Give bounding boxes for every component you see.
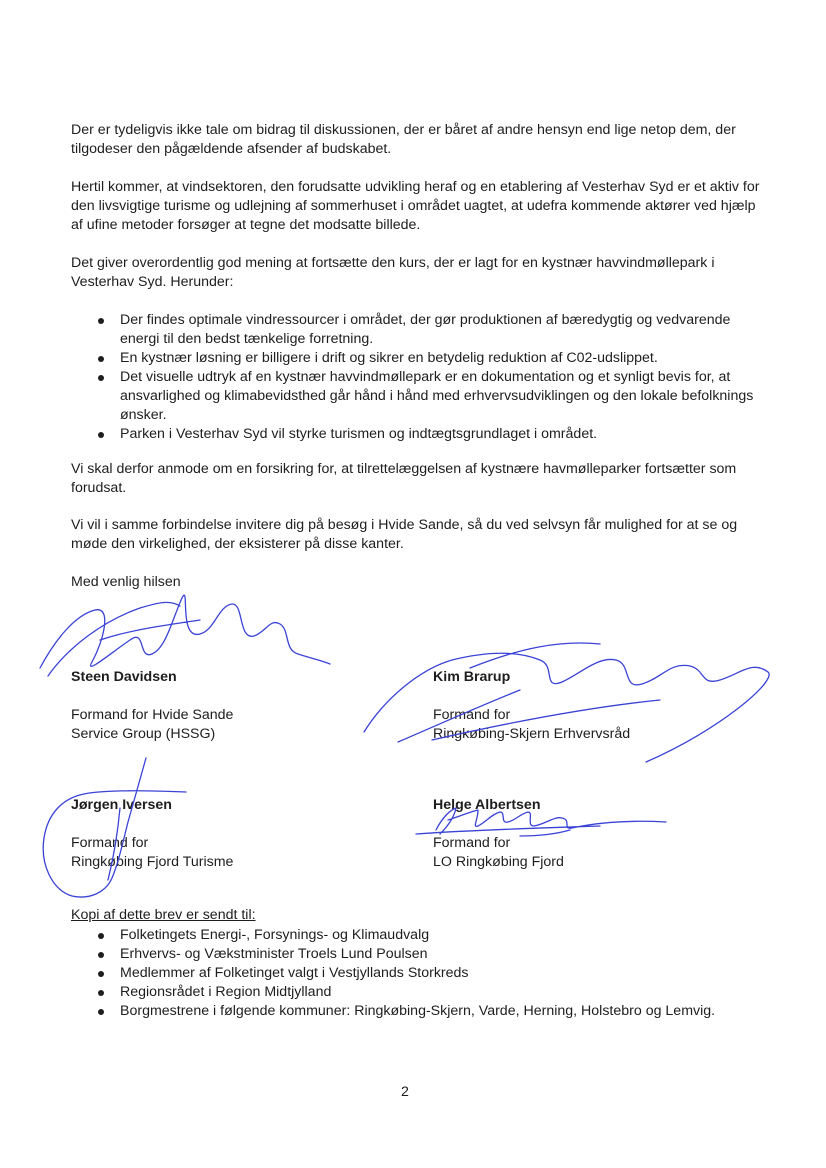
list-item: Parken i Vesterhav Syd vil styrke turismen og indtægtsgrundlaget i området. [71,425,761,444]
list-item: Folketingets Energi-, Forsynings- og Klimaudvalg [71,926,761,945]
paragraph-5: Vi vil i samme forbindelse invitere dig på besøg i Hvide Sande, så du ved selvsyn får mulighed for at se og møde den virkelighed, der eksisterer på disse kanter. [71,517,738,552]
signatory-name: Steen Davidsen [71,669,177,685]
paragraph-3: Det giver overordentlig god mening at fortsætte den kurs, der er lagt for en kystnær havvindmøllepark i Vesterhav Syd. Herunder: [71,255,715,290]
paragraph-4: Vi skal derfor anmode om en forsikring for, at tilrettelæggelsen af kystnære havmølleparker fortsætter som forudsat. [71,461,737,496]
list-item: Borgmestrene i følgende kommuner: Ringkøbing-Skjern, Varde, Herning, Holstebro og Lemvig. [71,1002,761,1021]
list-item: Regionsrådet i Region Midtjylland [71,983,761,1002]
signatory-name: Kim Brarup [433,669,511,685]
signatory-name: Jørgen Iversen [71,797,172,813]
signatory-role: Formand for [71,835,149,851]
signatory-role: Formand for [433,835,511,851]
signatory-jorgen-iversen [71,796,401,872]
paragraph-2: Hertil kommer, at vindsektoren, den forudsatte udvikling heraf og en etablering af Vesterhav Syd er et aktiv for den livsvigtige turisme og udlejning af sommerhuset i området uagtet, at udefra kommende aktører ved hjælp af ufine metoder forsøger at tegne det modsatte billede. [71,179,760,233]
list-item: En kystnær løsning er billigere i drift og sikrer en betydelig reduktion af C02-udslippet. [71,349,761,368]
signatory-steen-davidsen [71,668,401,744]
list-item: Det visuelle udtryk af en kystnær havvindmøllepark er en dokumentation og et synligt bevis for, at ansvarlighed og klimabevidsthed går hånd i hånd med erhvervsudviklingen og den lokale befolknings ønsker. [71,368,761,425]
signatory-role: Service Group (HSSG) [71,726,216,742]
signatory-role: Formand for Hvide Sande [71,707,234,723]
copy-recipients-list [71,926,761,1021]
signatory-kim-brarup [433,668,763,744]
signatory-role: Ringkøbing Fjord Turisme [71,854,234,870]
argument-list [71,311,761,444]
paragraph-1: Der er tydeligvis ikke tale om bidrag til diskussionen, der er båret af andre hensyn end lige netop dem, der tilgodeser den pågældende afsender af budskabet. [71,122,736,157]
signatory-name: Helge Albertsen [433,797,541,813]
list-item: Erhvervs- og Vækstminister Troels Lund Poulsen [71,945,761,964]
closing-greeting: Med venlig hilsen [71,574,181,590]
list-item: Medlemmer af Folketinget valgt i Vestjyllands Storkreds [71,964,761,983]
signatory-helge-albertsen [433,796,763,872]
list-item: Der findes optimale vindressourcer i området, der gør produktionen af bæredygtig og vedvarende energi til den bedst tænkelige forretning. [71,311,761,349]
signature-steen-davidsen [40,595,330,676]
signatory-role: LO Ringkøbing Fjord [433,854,564,870]
page-number: 2 [401,1084,409,1100]
copy-recipients-title: Kopi af dette brev er sendt til: [71,907,256,923]
signatory-role: Ringkøbing-Skjern Erhvervsråd [433,726,631,742]
signatory-role: Formand for [433,707,511,723]
